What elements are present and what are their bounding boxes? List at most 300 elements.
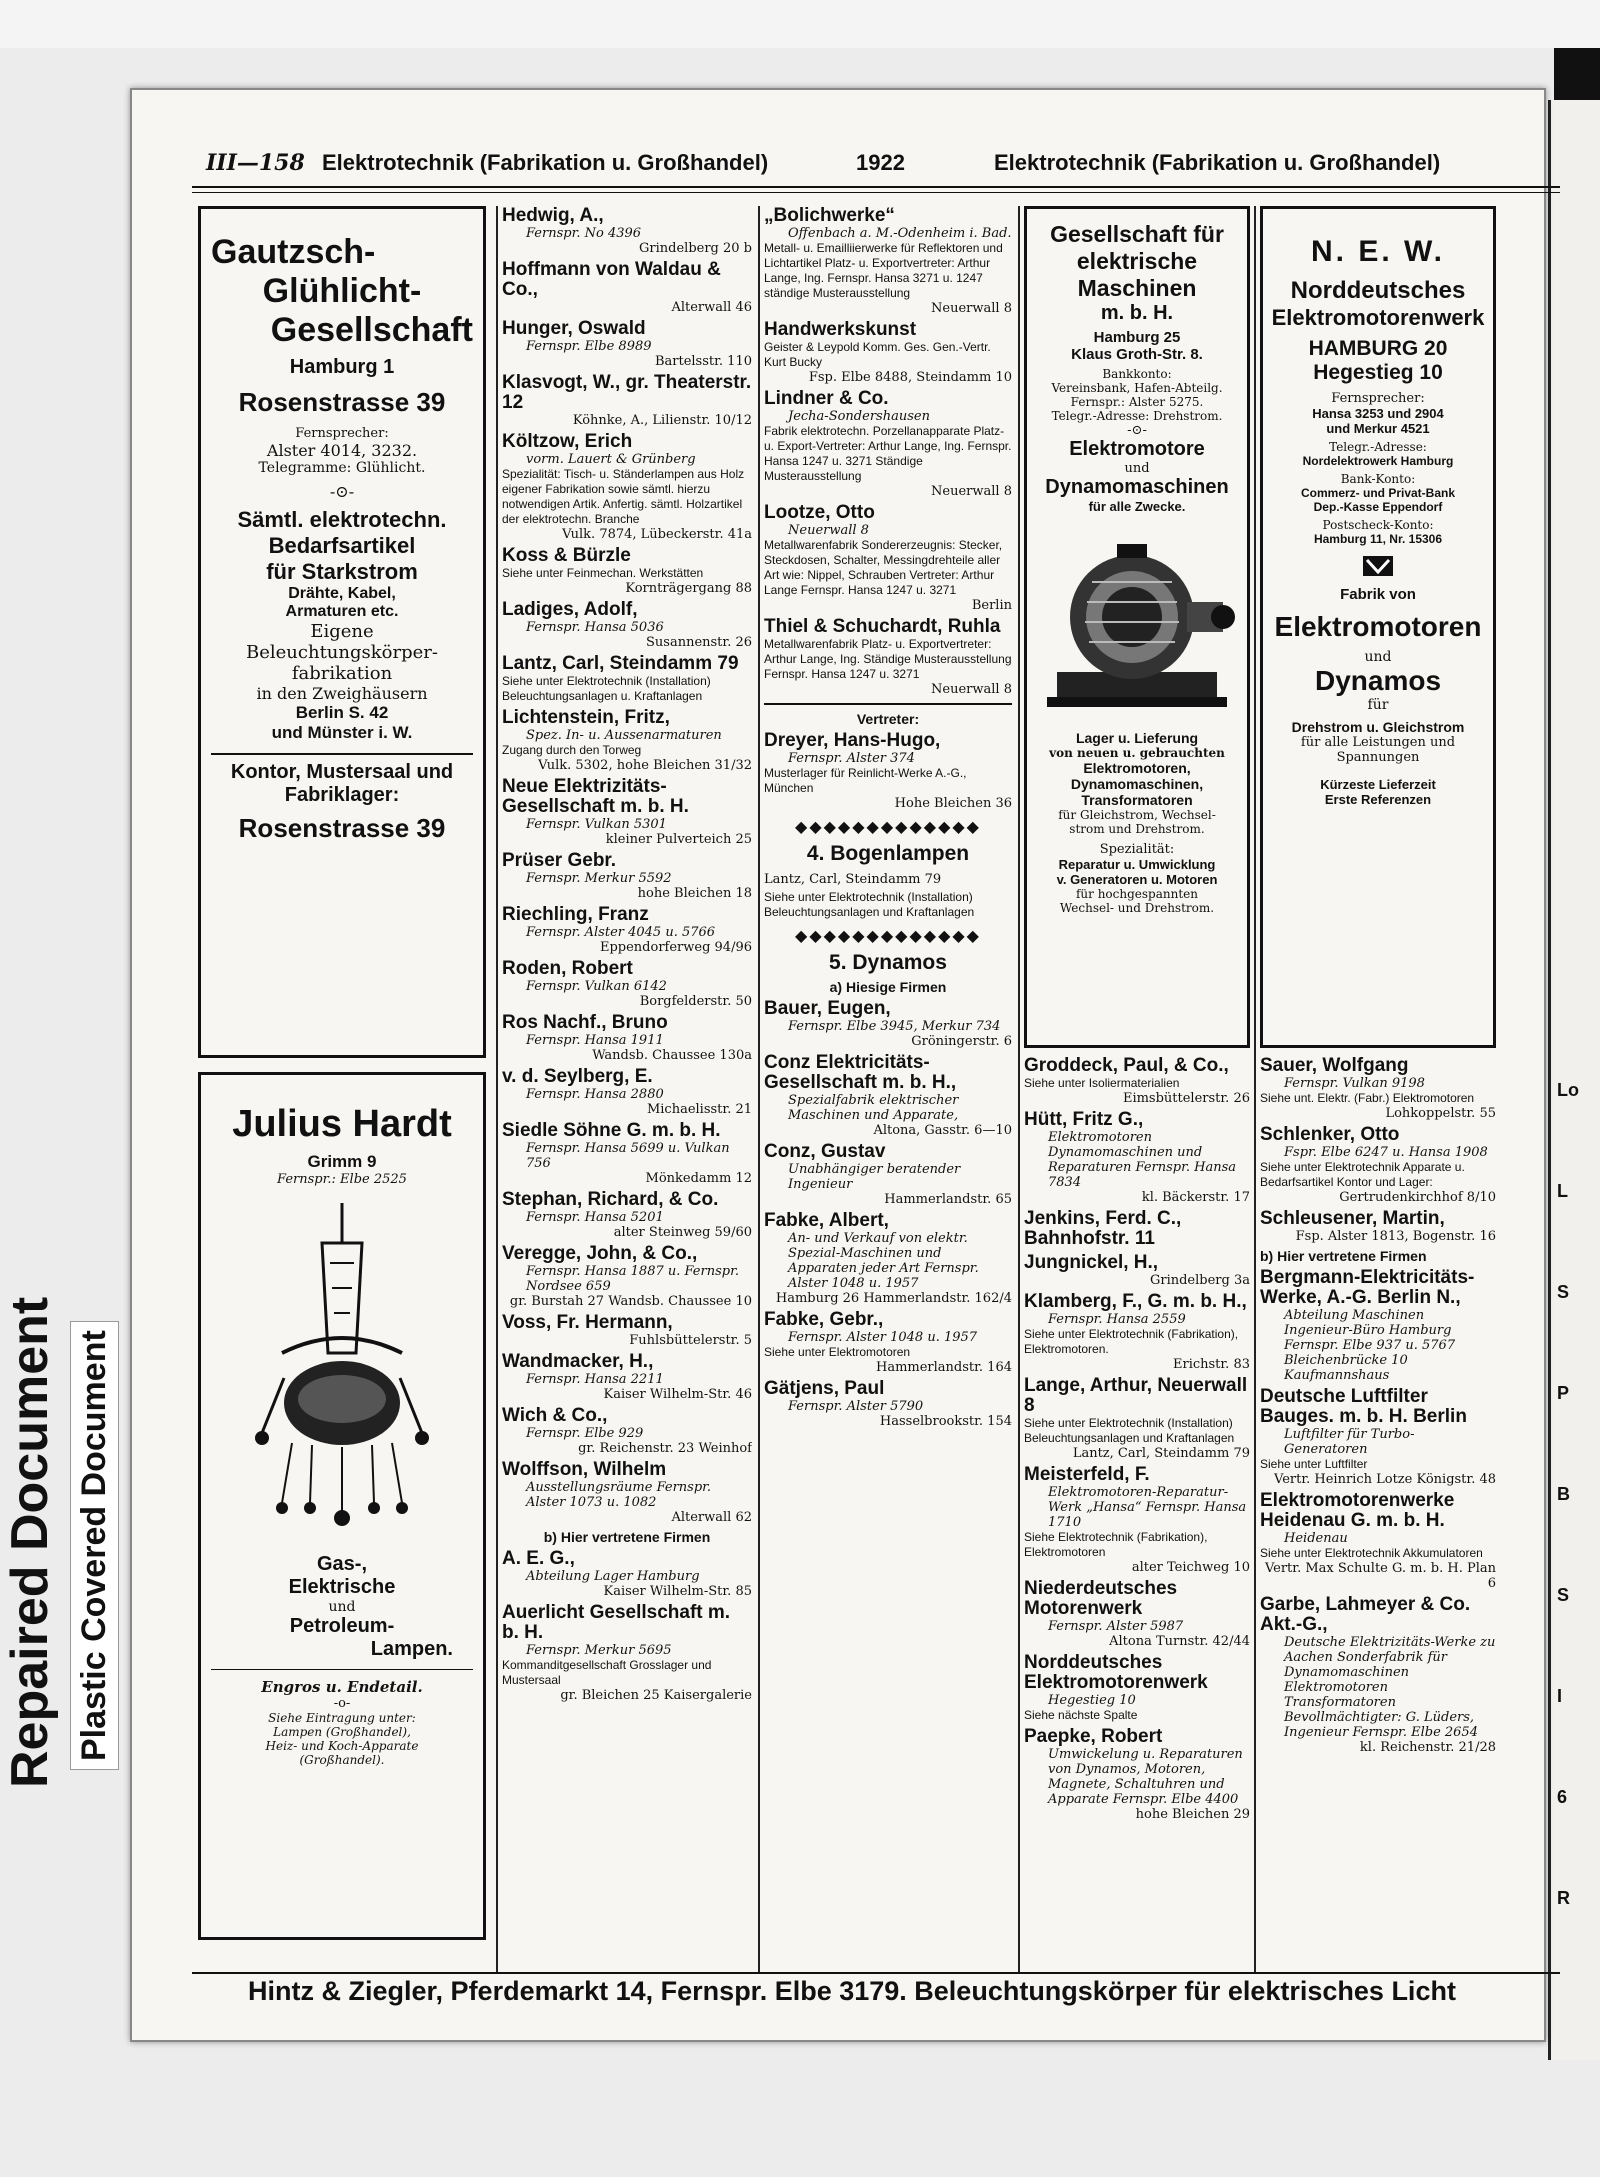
ad-text: Dynamomaschinen,: [1070, 776, 1204, 792]
entries-list: [502, 206, 752, 1525]
ad-name: Julius Hardt: [232, 1103, 452, 1145]
entry-phone: Umwickelung u. Reparaturen von Dynamos, Motoren, Magnete, Schaltuhren und Apparate Fernspr. Elbe 4400: [1048, 1747, 1243, 1807]
ad-text: für alle Zwecke.: [1088, 499, 1186, 514]
ad-text: Transformatoren: [1081, 792, 1193, 808]
ad-julius-hardt: [198, 1072, 486, 1940]
list-item: [764, 731, 1012, 811]
entry-name: Hoffmann von Waldau & Co.,: [502, 259, 721, 300]
adjacent-page-fragment: R: [1557, 1888, 1570, 1908]
column-divider: [1018, 206, 1020, 1974]
entry-note: Siehe unter Elektrotechnik Akkumulatoren: [1260, 1546, 1483, 1560]
entry-name: Siedle Söhne G. m. b. H.: [502, 1120, 721, 1141]
list-item: [1024, 1110, 1250, 1205]
entry-address: Alterwall 46: [671, 300, 752, 315]
entry-address: hohe Bleichen 18: [637, 886, 752, 901]
ad-text: Kürzeste Lieferzeit: [1320, 777, 1436, 792]
entry-phone: Offenbach a. M.-Odenheim i. Bad.: [788, 226, 1012, 241]
ad-name-line: Gesellschaft: [270, 311, 473, 349]
ad-text: fabrikation: [291, 663, 393, 684]
entry-name: Fabke, Gebr.,: [764, 1309, 884, 1330]
entry-note: Musterlager für Reinlicht-Werke A.-G., München: [764, 766, 967, 795]
entry-address: Grindelberg 20 b: [639, 241, 752, 256]
column-2: [502, 206, 752, 1974]
entry-phone: Unabhängiger beratender Ingenieur: [788, 1162, 961, 1192]
entry-name: Wolffson, Wilhelm: [502, 1459, 667, 1480]
ad-text: Hamburg 11, Nr. 15306: [1313, 532, 1443, 546]
entry-phone: Fspr. Elbe 6247 u. Hansa 1908: [1284, 1145, 1488, 1160]
list-item: [764, 999, 1012, 1049]
list-item: [502, 1244, 752, 1309]
entry-name: Riechling, Franz: [502, 904, 649, 925]
entries-list: [1024, 1056, 1250, 1822]
entry-phone: Fernspr. Vulkan 6142: [526, 979, 667, 994]
ad-phone: Hansa 3253 und 2904: [1312, 406, 1444, 421]
entry-address: Fsp. Alster 1813, Bogenstr. 16: [1295, 1229, 1496, 1244]
entry-phone: Ausstellungsräume Fernspr. Alster 1073 u. 1082: [526, 1480, 712, 1510]
entry-name: Jungnickel, H.,: [1024, 1252, 1159, 1273]
entry-name: Jenkins, Ferd. C., Bahnhofstr. 11: [1024, 1208, 1182, 1249]
list-item: [502, 1013, 752, 1063]
ad-text: Petroleum-: [289, 1615, 395, 1637]
ad-text: Elektromotoren,: [1083, 760, 1191, 776]
ad-text: Elektromotoren: [1274, 611, 1482, 642]
entry-address: gr. Burstah 27 Wandsb. Chaussee 10: [509, 1294, 752, 1309]
entry-phone: Fernspr. Alster 4045 u. 5766: [526, 925, 716, 940]
entry-name: Lichtenstein, Fritz,: [502, 707, 670, 728]
entry-phone: vorm. Lauert & Grünberg: [526, 452, 696, 467]
entry-note: Siehe unter Luftfilter: [1260, 1457, 1368, 1471]
entry-address: Mönkedamm 12: [645, 1171, 752, 1186]
ad-text: Bedarfsartikel: [268, 533, 416, 558]
entry-address: kl. Bäckerstr. 17: [1141, 1190, 1250, 1205]
entry-name: Voss, Fr. Hermann,: [502, 1312, 673, 1333]
entry-name: Conz Elektricitäts-Gesellschaft m. b. H.,: [764, 1052, 957, 1093]
entry-phone: Spez. In- u. Aussenarmaturen: [526, 728, 722, 743]
entry-name: Költzow, Erich: [502, 431, 633, 452]
adjacent-page-fragment: B: [1557, 1484, 1570, 1504]
entry-phone: Elektromotoren Dynamomaschinen und Reparaturen Fernspr. Hansa 7834: [1048, 1130, 1237, 1190]
entry-address: Alterwall 62: [671, 1510, 752, 1525]
list-item: [502, 777, 752, 847]
entry-note: Geister & Leypold Komm. Ges. Gen.-Vertr. Kurt Bucky: [764, 340, 991, 369]
ad-name-line: elektrische Maschinen: [1076, 248, 1198, 301]
entry-name: Bergmann-Elektricitäts-Werke, A.-G. Berlin N.,: [1260, 1267, 1475, 1308]
entry-phone: Fernspr. Alster 1048 u. 1957: [788, 1330, 978, 1345]
list-item: [1024, 1727, 1250, 1822]
ad-text: Postscheck-Konto:: [1322, 518, 1434, 532]
list-item: [1024, 1376, 1250, 1461]
adjacent-page-fragment: Lo: [1557, 1080, 1579, 1100]
ornament-divider: ◆◆◆◆◆◆◆◆◆◆◆◆◆: [795, 926, 981, 945]
ad-text: Spannungen: [1336, 750, 1420, 765]
ad-text: in den Zweighäusern: [256, 684, 428, 703]
ad-telegram: Nordelektrowerk Hamburg: [1302, 454, 1454, 468]
entry-address: Hohe Bleichen 36: [894, 796, 1012, 811]
list-item: [502, 1406, 752, 1456]
entry-phone: Abteilung Lager Hamburg: [526, 1569, 700, 1584]
ad-text: Drähte, Kabel,: [288, 585, 396, 602]
ad-text: Elektrische: [288, 1576, 396, 1598]
entry-note: Siehe unter Isoliermaterialien: [1024, 1076, 1180, 1090]
entry-address: Kornträgergang 88: [625, 581, 752, 596]
list-item: [764, 320, 1012, 385]
ad-text: für: [1367, 697, 1389, 713]
ad-text: Lampen (Großhandel),: [273, 1725, 411, 1739]
ad-text: Berlin S. 42: [295, 703, 389, 722]
ad-phone: Fernspr.: Alster 5275.: [1070, 395, 1204, 409]
entry-address: Michaelisstr. 21: [646, 1102, 752, 1117]
entry-name: Groddeck, Paul, & Co.,: [1024, 1055, 1229, 1076]
entry-address: Lantz, Carl, Steindamm 79: [1072, 1446, 1250, 1461]
entry-phone: Fernspr. Merkur 5592: [526, 871, 672, 886]
list-item: [1024, 1253, 1250, 1288]
left-running-title: Elektrotechnik (Fabrikation u. Großhandel): [322, 150, 769, 175]
entry-name: Fabke, Albert,: [764, 1210, 889, 1231]
list-item: [1260, 1595, 1496, 1755]
entry-phone: Fernspr. Hansa 2559: [1048, 1312, 1186, 1327]
list-item: [764, 1211, 1012, 1306]
entry-phone: Fernspr. Hansa 1887 u. Fernspr. Nordsee 659: [526, 1264, 740, 1294]
ad-text: Fabrik von: [1340, 586, 1416, 603]
entry-note: Siehe unter Elektrotechnik (Installation) Beleuchtungsanlagen u. Kraftanlagen: [502, 674, 711, 703]
column-1: [198, 206, 486, 1974]
column-divider: [496, 206, 498, 1974]
entry-phone: Fernspr. Hansa 2880: [526, 1087, 664, 1102]
adjacent-page-fragment: L: [1557, 1181, 1568, 1201]
ad-name-line: Gesellschaft für: [1050, 221, 1224, 247]
ad-telegram: Telegramme: Glühlicht.: [258, 460, 426, 476]
entry-address: Fsp. Elbe 8488, Steindamm 10: [808, 370, 1012, 385]
entry-name: Schlenker, Otto: [1260, 1124, 1400, 1145]
ad-street: Hegestieg 10: [1313, 361, 1443, 384]
entry-phone: Fernspr. Alster 5987: [1048, 1619, 1184, 1634]
directory-page: [130, 88, 1546, 2042]
ornament-divider: ◆◆◆◆◆◆◆◆◆◆◆◆◆: [795, 817, 981, 836]
ad-text: Siehe Eintragung unter:: [268, 1711, 416, 1725]
ad-text: Elektromotore: [1069, 438, 1205, 460]
ad-text: Dep.-Kasse Eppendorf: [1313, 500, 1443, 514]
ad-text: Eigene: [310, 621, 374, 642]
entry-name: Thiel & Schuchardt, Ruhla: [764, 616, 1001, 637]
entry-name: Paepke, Robert: [1024, 1726, 1163, 1747]
list-item: [1260, 1491, 1496, 1591]
list-item: [502, 1067, 752, 1117]
entry-name: Niederdeutsches Motorenwerk: [1024, 1578, 1178, 1619]
entry-address: Erichstr. 83: [1172, 1357, 1250, 1372]
entries-list: [502, 1549, 752, 1703]
entry-name: Veregge, John, & Co.,: [502, 1243, 698, 1264]
list-item: [1260, 1125, 1496, 1205]
entry-name: Wandmacker, H.,: [502, 1351, 654, 1372]
ad-text: Fernsprecher:: [1331, 391, 1425, 406]
entry-phone: Fernspr. Elbe 929: [526, 1426, 644, 1441]
entry-note: Metall- u. Emailliierwerke für Reflektoren und Lichtartikel Platz- u. Exportvertreter: Arthur Lange, Ing. Fernspr. Hansa 3271 u. 1247 ständige Musterausstellung: [764, 241, 1003, 300]
year: 1922: [856, 150, 905, 175]
ad-name-line: m. b. H.: [1100, 302, 1174, 324]
ad-text: Armaturen etc.: [285, 603, 399, 620]
list-item: [1024, 1653, 1250, 1723]
ad-phone: Fernspr.: Elbe 2525: [277, 1172, 407, 1187]
list-item: [502, 959, 752, 1009]
entry-phone: Fernspr. Alster 5790: [788, 1399, 924, 1414]
page-number: III—158: [206, 150, 305, 176]
list-item: [764, 1379, 1012, 1429]
column-divider: [1254, 206, 1256, 1974]
entry-address: Vulk. 5302, hohe Bleichen 31/32: [538, 758, 752, 773]
entry-phone: Fernspr. Vulkan 9198: [1284, 1076, 1425, 1091]
ad-text: v. Generatoren u. Motoren: [1056, 872, 1218, 887]
entry-phone: Fernspr. Elbe 8989: [526, 339, 652, 354]
entry-phone: Abteilung Maschinen Ingenieur-Büro Hamburg Fernspr. Elbe 937 u. 5767 Bleichenbrücke 10 Kaufmannshaus: [1284, 1308, 1456, 1383]
entry-name: v. d. Seylberg, E.: [502, 1066, 653, 1087]
adjacent-page-fragment: S: [1557, 1282, 1570, 1302]
entry-name: A. E. G.,: [502, 1548, 575, 1569]
entries-list: [764, 206, 1012, 697]
adjacent-page-fragment: S: [1557, 1585, 1570, 1605]
ad-name-line: N. E. W.: [1310, 235, 1445, 268]
entry-name: Hunger, Oswald: [502, 318, 646, 339]
plastic-covered-label: Plastic Covered Document: [70, 1321, 119, 1770]
entries-list: [1260, 1056, 1496, 1244]
ad-gesellschaft-elektrische-maschinen: [1024, 206, 1250, 1048]
entry-name: Klasvogt, W., gr. Theaterstr. 12: [502, 372, 752, 413]
entry-name: Meisterfeld, F.: [1024, 1464, 1150, 1485]
entry-address: gr. Reichenstr. 23 Weinhof: [578, 1441, 752, 1456]
ad-text: für alle Leistungen und: [1300, 735, 1456, 750]
column-3: [764, 206, 1012, 1974]
ad-text: Wechsel- und Drehstrom.: [1059, 901, 1215, 915]
ad-text: Rosenstrasse 39: [238, 813, 446, 843]
entry-name: Sauer, Wolfgang: [1260, 1055, 1409, 1076]
entry-phone: Neuerwall 8: [788, 523, 869, 538]
entry-name: Ros Nachf., Bruno: [502, 1012, 668, 1033]
entry-address: Grindelberg 3a: [1149, 1273, 1250, 1288]
entry-name: Auerlicht Gesellschaft m. b. H.: [502, 1602, 731, 1643]
entry-address: kl. Reichenstr. 21/28: [1359, 1740, 1496, 1755]
entry-address: kleiner Pulverteich 25: [605, 832, 752, 847]
list-item: [1260, 1209, 1496, 1244]
entry-phone: Elektromotoren-Reparatur-Werk „Hansa“ Fernspr. Hansa 1710: [1048, 1485, 1247, 1530]
ad-name-line: Gautzsch-: [211, 233, 376, 271]
entry-name: Prüser Gebr.: [502, 850, 617, 871]
list-item: [764, 1310, 1012, 1375]
entry-name: Klamberg, F., G. m. b. H.,: [1024, 1291, 1247, 1312]
ad-text: Lager u. Lieferung: [1075, 730, 1199, 746]
entry-note: Siehe Elektrotechnik (Fabrikation), Elektromotoren: [1024, 1530, 1208, 1559]
entry-name: Lootze, Otto: [764, 502, 875, 523]
entries-list: [1260, 1268, 1496, 1755]
list-item: [502, 1603, 752, 1703]
entry-name: Norddeutsches Elektromotorenwerk: [1024, 1652, 1208, 1693]
ad-text: für Starkstrom: [266, 559, 418, 584]
ad-gautzsch: [198, 206, 486, 1058]
ad-text: Dynamomaschinen: [1045, 476, 1229, 498]
entry-note: Siehe unter Elektromotoren: [764, 1345, 911, 1359]
entry-phone: An- und Verkauf von elektr. Spezial-Maschinen und Apparaten jeder Art Fernspr. Alster 1048 u. 1957: [788, 1231, 979, 1291]
entry-name: Dreyer, Hans-Hugo,: [764, 730, 941, 751]
ad-text: Dynamos: [1314, 665, 1442, 696]
ad-new-norddeutsches-elektromotorenwerk: [1260, 206, 1496, 1048]
entry-address: Fuhlsbüttelerstr. 5: [629, 1333, 752, 1348]
adjacent-page-fragment: P: [1557, 1383, 1570, 1403]
entry-note: Siehe unt. Elektr. (Fabr.) Elektromotoren: [1260, 1091, 1475, 1105]
entry-address: Eppendorferweg 94/96: [599, 940, 752, 955]
section-subheading: b) Hier vertretene Firmen: [543, 1529, 711, 1545]
list-item: [502, 546, 752, 596]
ad-city: Hamburg 25: [1093, 329, 1181, 346]
entry-note: Metallwarenfabrik Sondererzeugnis: Stecker, Steckdosen, Schalter, Messingdrehteile aller Art wie: Nippel, Schrauben Vertreter: Arthur Lange Fernspr. Hansa 1247 u. 3271: [764, 538, 1003, 597]
entry-address: Wandsb. Chaussee 130a: [592, 1048, 752, 1063]
entry-name: Ladiges, Adolf,: [502, 599, 638, 620]
entry-note: Siehe unter Elektrotechnik (Installation) Beleuchtungsanlagen und Kraftanlagen: [1024, 1416, 1235, 1445]
entry-address: Susannenstr. 26: [646, 635, 752, 650]
ad-text: Vereinsbank, Hafen-Abteilg.: [1051, 381, 1223, 395]
entry-phone: Fernspr. Hansa 2211: [526, 1372, 664, 1387]
ad-text: Heiz- und Koch-Apparate: [265, 1739, 419, 1753]
list-item: Lantz, Carl, Steindamm 79 Siehe unter Elektrotechnik (Installation) Beleuchtungsanlagen und Kraftanlagen: [764, 872, 975, 919]
list-item: [502, 654, 752, 704]
company-logo-icon: [1363, 556, 1393, 576]
list-item: [1024, 1292, 1250, 1372]
entry-address: Vertr. Heinrich Lotze Königstr. 48: [1274, 1472, 1496, 1487]
list-item: [502, 1313, 752, 1348]
list-item: [502, 432, 752, 542]
entry-address: gr. Bleichen 25 Kaisergalerie: [560, 1688, 752, 1703]
entry-phone: Fernspr. Hansa 5699 u. Vulkan 756: [526, 1141, 730, 1171]
entry-address: Borgfelderstr. 50: [639, 994, 752, 1009]
entry-name: Elektromotorenwerke Heidenau G. m. b. H.: [1260, 1490, 1455, 1531]
header-rule-thin: [192, 192, 1560, 193]
entry-name: Stephan, Richard, & Co.: [502, 1189, 719, 1210]
column-4: [1024, 206, 1250, 1974]
list-item: [764, 1053, 1012, 1138]
ad-text: und: [1364, 649, 1392, 665]
ad-text: und Münster i. W.: [271, 723, 413, 742]
entry-name: Koss & Bürzle: [502, 545, 631, 566]
list-item: [502, 1121, 752, 1186]
repaired-document-label: Repaired Document: [1, 1296, 59, 1788]
ad-text: Spezialität:: [1099, 842, 1175, 857]
entry-address: Vulk. 7874, Lübeckerstr. 41a: [562, 527, 752, 542]
footer-advertisement: Hintz & Ziegler, Pferdemarkt 14, Fernspr. Elbe 3179. Beleuchtungskörper für elektrisches Licht: [248, 1976, 1456, 2006]
entry-note: Zugang durch den Torweg: [502, 743, 642, 757]
entry-address: alter Teichweg 10: [1131, 1560, 1250, 1575]
entry-phone: Fernspr. Hansa 5036: [526, 620, 664, 635]
ad-name-line: Norddeutsches: [1290, 277, 1466, 304]
entry-name: Conz, Gustav: [764, 1141, 886, 1162]
entry-address: Hasselbrookstr. 154: [879, 1414, 1012, 1429]
column-divider: [758, 206, 760, 1974]
entry-phone: Hegestieg 10: [1048, 1693, 1136, 1708]
entry-phone: Spezialfabrik elektrischer Maschinen und Apparate,: [788, 1093, 959, 1123]
list-item: [1024, 1056, 1250, 1106]
list-item: [502, 600, 752, 650]
entry-name: Lantz, Carl, Steindamm 79: [502, 653, 739, 674]
ad-street: Grimm 9: [307, 1152, 377, 1171]
entry-name: Garbe, Lahmeyer & Co. Akt.-G.,: [1260, 1594, 1471, 1635]
ad-text: Drehstrom u. Gleichstrom: [1291, 719, 1465, 735]
entry-phone: Fernspr. Merkur 5695: [526, 1643, 672, 1658]
ad-text: Gas-,: [316, 1553, 368, 1575]
ad-city: HAMBURG 20: [1308, 337, 1448, 360]
entry-phone: Heidenau: [1284, 1531, 1348, 1546]
list-item: [764, 389, 1012, 499]
entry-address: Lohkoppelstr. 55: [1385, 1106, 1496, 1121]
list-item: [502, 1549, 752, 1599]
entry-name: Roden, Robert: [502, 958, 633, 979]
entry-address: Bartelsstr. 110: [654, 354, 752, 369]
list-item: [764, 503, 1012, 613]
entry-address: Altona Turnstr. 42/44: [1109, 1634, 1250, 1649]
ad-divider: -⊙-: [329, 482, 355, 501]
entry-address: Neuerwall 8: [931, 484, 1012, 499]
ad-text: von neuen u. gebrauchten: [1049, 746, 1225, 760]
ad-phone: und Merkur 4521: [1326, 421, 1430, 436]
entry-note: Siehe unter Feinmechan. Werkstätten: [502, 566, 704, 580]
column-5: [1260, 206, 1496, 1974]
entry-name: Wich & Co.,: [502, 1405, 608, 1426]
list-item: [502, 1352, 752, 1402]
entry-note: Kommanditgesellschaft Grosslager und Mustersaal: [502, 1658, 712, 1687]
entry-name: Schleusener, Martin,: [1260, 1208, 1445, 1229]
list-item: [764, 206, 1012, 316]
ad-text: und: [328, 1599, 356, 1615]
entry-phone: Fernspr. Hansa 5201: [526, 1210, 664, 1225]
list-item: [502, 905, 752, 955]
list-item: [1024, 1465, 1250, 1575]
entry-name: „Bolichwerke“: [764, 206, 895, 226]
ad-text: Fabriklager:: [284, 784, 400, 806]
section-subheading: a) Hiesige Firmen: [829, 979, 947, 995]
chandelier-lamp-icon: [252, 1203, 432, 1543]
entry-name: Neue Elektrizitäts-Gesellschaft m. b. H.: [502, 776, 689, 817]
ad-text: Lampen.: [370, 1638, 453, 1660]
document-condition-labels: [0, 1180, 130, 1800]
ad-name-line: Glühlicht-: [262, 272, 422, 310]
entry-address: Köhnke, A., Lilienstr. 10/12: [572, 413, 752, 428]
entry-name: Hütt, Fritz G.,: [1024, 1109, 1144, 1130]
list-item: [502, 373, 752, 428]
representatives-heading: Vertreter:: [856, 711, 920, 727]
list-item: [1024, 1579, 1250, 1649]
entry-name: Lange, Arthur, Neuerwall 8: [1024, 1375, 1248, 1416]
entry-phone: Fernspr. Hansa 1911: [526, 1033, 664, 1048]
section-heading: 5. Dynamos: [829, 951, 947, 974]
ad-text: Kontor, Mustersaal und: [230, 761, 454, 783]
ad-phone: Alster 4014, 3232.: [266, 441, 418, 460]
list-item: [502, 206, 752, 256]
list-item: [502, 708, 752, 773]
entry-address: Neuerwall 8: [931, 682, 1012, 697]
ad-city: Hamburg 1: [289, 356, 395, 378]
list-item: [764, 1142, 1012, 1207]
entry-address: Kaiser Wilhelm-Str. 46: [603, 1387, 752, 1402]
entry-phone: Fernspr. Vulkan 5301: [526, 817, 667, 832]
section-heading: 4. Bogenlampen: [806, 842, 970, 865]
list-item: [1260, 1056, 1496, 1121]
footer-rule: [192, 1972, 1560, 1974]
ad-text: Engros u. Endetail.: [261, 1678, 423, 1696]
entry-name: Deutsche Luftfilter Bauges. m. b. H. Berlin: [1260, 1386, 1467, 1427]
ad-divider: -⊙-: [1127, 423, 1147, 438]
ad-phone-label: Fernsprecher:: [295, 426, 389, 441]
entry-note: Fabrik elektrotechn. Porzellanapparate Platz- u. Export-Vertreter: Arthur Lange, Ing. Fernspr. Hansa 1247 u. 3271 Ständige Musterausstellung: [764, 424, 1012, 483]
ad-name-line: Elektromotorenwerk: [1271, 305, 1485, 330]
list-item: [1260, 1268, 1496, 1383]
list-item: [764, 617, 1012, 697]
entry-note: Metallwarenfabrik Platz- u. Exportvertreter: Arthur Lange, Ing. Ständige Musterausstellung Fernspr. Hansa 1247 u. 3271: [764, 637, 1012, 681]
ad-text: Sämtl. elektrotechn.: [237, 507, 447, 532]
